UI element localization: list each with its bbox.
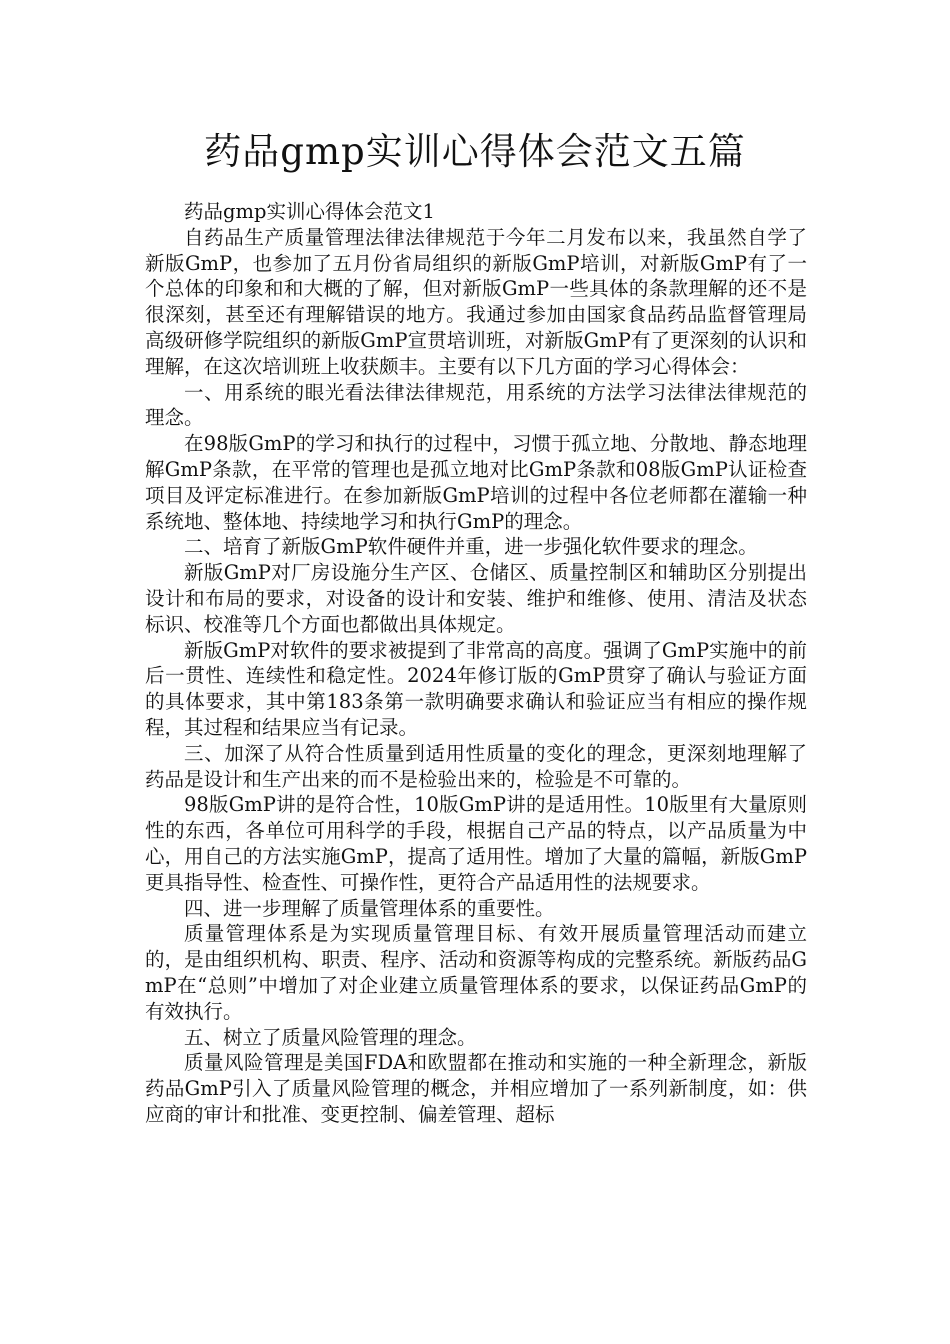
paragraph: 质量管理体系是为实现质量管理目标、有效开展质量管理活动而建立的，是由组织机构、职责、程序、活动和资源等构成的完整系统。新版药品GmP在“总则”中增加了对企业建立质量管理体系的要求，以保证药品GmP的有效执行。 — [145, 922, 807, 1023]
document-title: 药品gmp实训心得体会范文五篇 — [204, 130, 746, 173]
section-heading: 四、进一步理解了质量管理体系的重要性。 — [184, 896, 555, 920]
paragraph: 质量风险管理是美国FDA和欧盟都在推动和实施的一种全新理念，新版药品GmP引入了质量风险管理的概念，并相应增加了一系列新制度，如：供应商的审计和批准、变更控制、偏差管理、超标 — [145, 1051, 807, 1126]
paragraph: 新版GmP对软件的要求被提到了非常高的高度。强调了GmP实施中的前后一贯性、连续性和稳定性。2024年修订版的GmP贯穿了确认与验证方面的具体要求，其中第183条第一款明确要求确认和验证应当有相应的操作规程，其过程和结果应当有记录。 — [145, 638, 807, 739]
paragraph: 98版GmP讲的是符合性，10版GmP讲的是适用性。10版里有大量原则性的东西，各单位可用科学的手段，根据自己产品的特点，以产品质量为中心，用自己的方法实施GmP，提高了适用性。增加了大量的篇幅，新版GmP更具指导性、检查性、可操作性，更符合产品适用性的法规要求。 — [145, 793, 807, 894]
paragraph: 新版GmP对厂房设施分生产区、仓储区、质量控制区和辅助区分别提出设计和布局的要求，对设备的设计和安装、维护和维修、使用、清洁及状态标识、校准等几个方面也都做出具体规定。 — [145, 561, 807, 636]
paragraph-subtitle: 药品gmp实训心得体会范文1 — [184, 200, 435, 223]
section-heading: 二、培育了新版GmP软件硬件并重，进一步强化软件要求的理念。 — [184, 535, 758, 559]
section-heading: 五、树立了质量风险管理的理念。 — [184, 1025, 477, 1049]
paragraph: 在98版GmP的学习和执行的过程中，习惯于孤立地、分散地、静态地理解GmP条款，在平常的管理也是孤立地对比GmP条款和08版GmP认证检查项目及评定标准进行。在参加新版GmP培训的过程中各位老师都在灌输一种系统地、整体地、持续地学习和执行GmP的理念。 — [145, 432, 807, 533]
paragraph: 自药品生产质量管理法律法律规范于今年二月发布以来，我虽然自学了新版GmP，也参加了五月份省局组织的新版GmP培训，对新版GmP有了一个总体的印象和和大概的了解，但对新版GmP一些具体的条款理解的还不是很深刻，甚至还有理解错误的地方。我通过参加由国家食品药品监督管理局高级研修学院组织的新版GmP宣贯培训班，对新版GmP有了更深刻的认识和理解，在这次培训班上收获颇丰。主要有以下几方面的学习心得体会： — [145, 225, 807, 378]
document-body — [145, 199, 807, 1128]
section-heading: 一、用系统的眼光看法律法律规范，用系统的方法学习法律法律规范的理念。 — [145, 380, 807, 430]
section-heading: 三、加深了从符合性质量到适用性质量的变化的理念，更深刻地理解了药品是设计和生产出来的而不是检验出来的，检验是不可靠的。 — [145, 741, 807, 791]
